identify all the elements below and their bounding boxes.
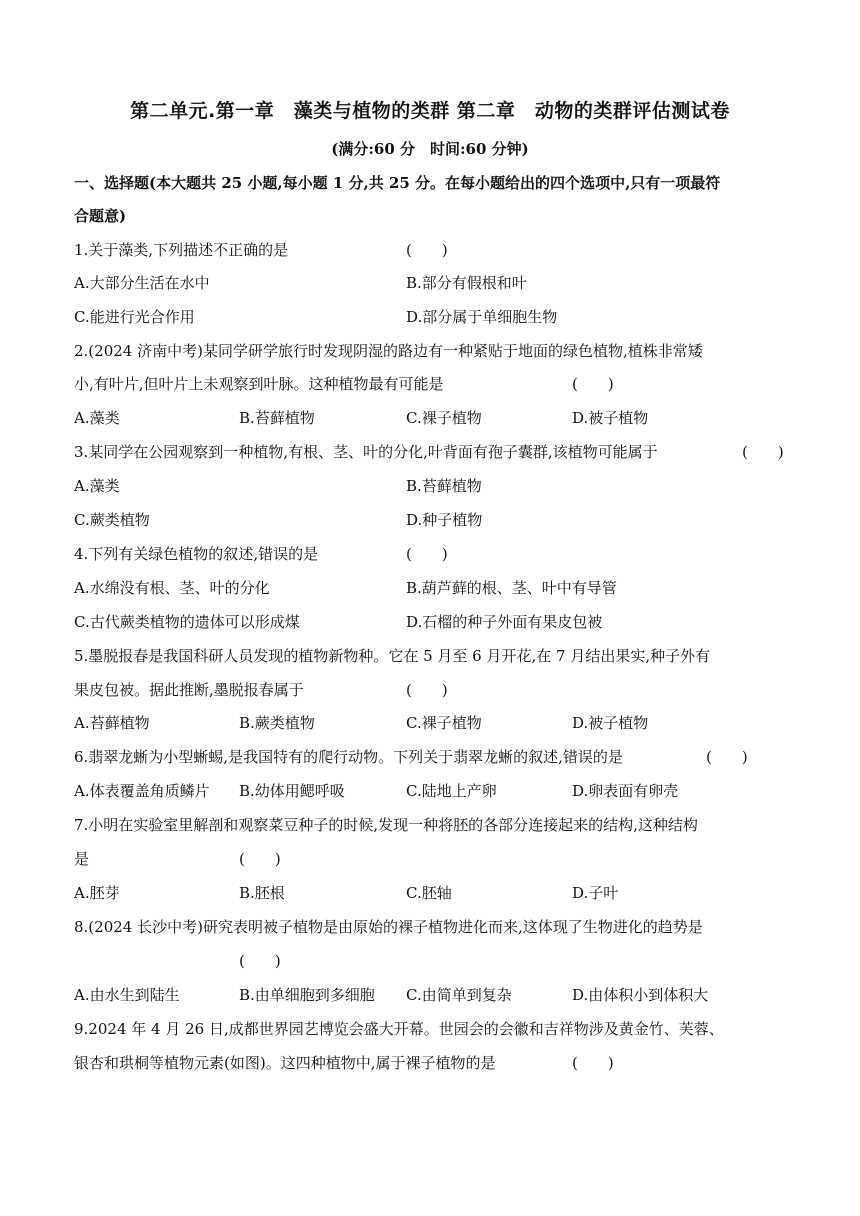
option-a: A.体表覆盖角质鳞片 bbox=[74, 782, 210, 800]
answer-bracket: ( ) bbox=[239, 850, 281, 868]
option-c: C.古代蕨类植物的遗体可以形成煤 bbox=[74, 613, 300, 631]
exam-subtitle: (满分:60 分 时间:60 分钟) bbox=[331, 140, 529, 158]
option-c: C.由简单到复杂 bbox=[406, 986, 512, 1004]
answer-bracket: ( ) bbox=[572, 1054, 614, 1072]
option-d: D.子叶 bbox=[572, 884, 619, 902]
answer-bracket: ( ) bbox=[406, 545, 448, 563]
option-d: D.被子植物 bbox=[572, 409, 649, 427]
answer-bracket: ( ) bbox=[742, 443, 784, 461]
answer-bracket: ( ) bbox=[239, 952, 281, 970]
option-d: D.由体积小到体积大 bbox=[572, 986, 709, 1004]
question-2-stem: 2.(2024 济南中考)某同学研学旅行时发现阴湿的路边有一种紧贴于地面的绿色植物,植株非常矮 bbox=[74, 342, 703, 360]
question-4-stem: 4.下列有关绿色植物的叙述,错误的是 bbox=[74, 545, 319, 563]
option-b: B.幼体用鳃呼吸 bbox=[239, 782, 345, 800]
option-d: D.卵表面有卵壳 bbox=[572, 782, 679, 800]
option-a: A.大部分生活在水中 bbox=[74, 274, 210, 292]
option-a: A.水绵没有根、茎、叶的分化 bbox=[74, 579, 270, 597]
answer-bracket: ( ) bbox=[406, 241, 448, 259]
option-c: C.蕨类植物 bbox=[74, 511, 150, 529]
question-6-stem: 6.翡翠龙蜥为小型蜥蜴,是我国特有的爬行动物。下列关于翡翠龙蜥的叙述,错误的是 bbox=[74, 748, 623, 766]
answer-bracket: ( ) bbox=[706, 748, 748, 766]
exam-title: 第二单元.第一章 藻类与植物的类群 第二章 动物的类群评估测试卷 bbox=[130, 100, 730, 122]
option-a: A.苔藓植物 bbox=[74, 714, 150, 732]
answer-bracket: ( ) bbox=[572, 375, 614, 393]
question-7-stem-cont: 是 bbox=[74, 850, 90, 868]
question-1-stem: 1.关于藻类,下列描述不正确的是 bbox=[74, 241, 289, 259]
section-heading-cont: 合题意) bbox=[74, 207, 127, 225]
option-c: C.裸子植物 bbox=[406, 714, 482, 732]
question-2-stem-cont: 小,有叶片,但叶片上未观察到叶脉。这种植物最有可能是 bbox=[74, 375, 444, 393]
option-b: B.由单细胞到多细胞 bbox=[239, 986, 375, 1004]
question-5-stem: 5.墨脱报春是我国科研人员发现的植物新物种。它在 5 月至 6 月开花,在 7 月结出果实,种子外有 bbox=[74, 647, 711, 665]
option-b: B.部分有假根和叶 bbox=[406, 274, 527, 292]
question-5-stem-cont: 果皮包被。据此推断,墨脱报春属于 bbox=[74, 681, 304, 699]
question-7-stem: 7.小明在实验室里解剖和观察菜豆种子的时候,发现一种将胚的各部分连接起来的结构,这种结构 bbox=[74, 816, 698, 834]
option-b: B.葫芦藓的根、茎、叶中有导管 bbox=[406, 579, 617, 597]
option-a: A.由水生到陆生 bbox=[74, 986, 180, 1004]
option-b: B.苔藓植物 bbox=[406, 477, 482, 495]
option-c: C.陆地上产卵 bbox=[406, 782, 497, 800]
option-d: D.被子植物 bbox=[572, 714, 649, 732]
question-3-stem: 3.某同学在公园观察到一种植物,有根、茎、叶的分化,叶背面有孢子囊群,该植物可能属于 bbox=[74, 443, 658, 461]
section-heading: 一、选择题(本大题共 25 小题,每小题 1 分,共 25 分。在每小题给出的四个选项中,只有一项最符 bbox=[74, 174, 721, 192]
option-b: B.胚根 bbox=[239, 884, 285, 902]
option-d: D.种子植物 bbox=[406, 511, 483, 529]
question-8-stem: 8.(2024 长沙中考)研究表明被子植物是由原始的裸子植物进化而来,这体现了生物进化的趋势是 bbox=[74, 918, 703, 936]
option-b: B.苔藓植物 bbox=[239, 409, 315, 427]
option-c: C.胚轴 bbox=[406, 884, 452, 902]
option-d: D.部分属于单细胞生物 bbox=[406, 308, 558, 326]
question-9-stem-cont: 银杏和珙桐等植物元素(如图)。这四种植物中,属于裸子植物的是 bbox=[74, 1054, 496, 1072]
option-c: C.裸子植物 bbox=[406, 409, 482, 427]
option-d: D.石榴的种子外面有果皮包被 bbox=[406, 613, 603, 631]
option-c: C.能进行光合作用 bbox=[74, 308, 195, 326]
option-a: A.藻类 bbox=[74, 477, 120, 495]
option-b: B.蕨类植物 bbox=[239, 714, 315, 732]
option-a: A.藻类 bbox=[74, 409, 120, 427]
answer-bracket: ( ) bbox=[406, 681, 448, 699]
question-9-stem: 9.2024 年 4 月 26 日,成都世界园艺博览会盛大开幕。世园会的会徽和吉祥物涉及黄金竹、芙蓉、 bbox=[74, 1020, 724, 1038]
option-a: A.胚芽 bbox=[74, 884, 120, 902]
